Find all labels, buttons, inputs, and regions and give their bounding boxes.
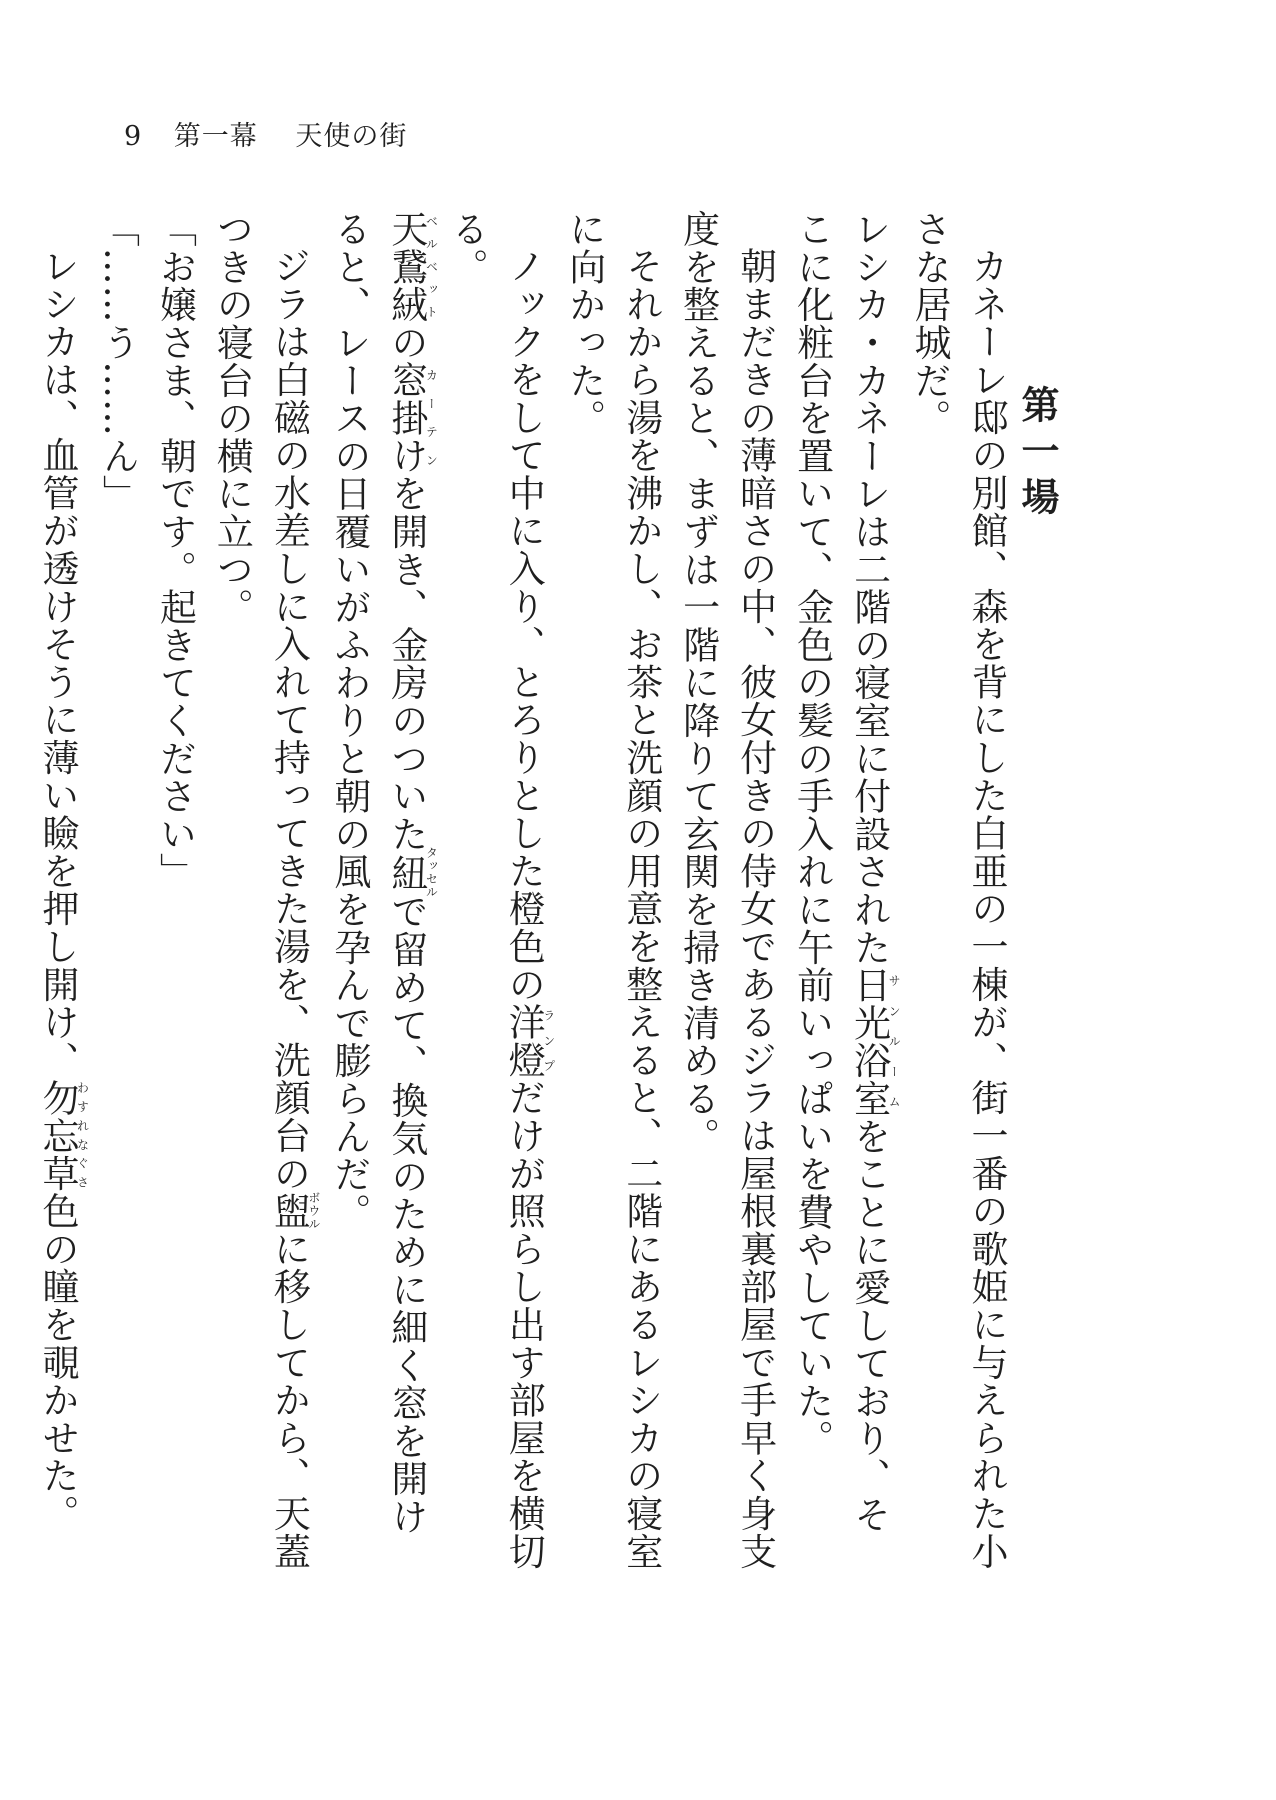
- ruby-word: [36, 1078, 90, 1193]
- text-run: ノックをして中に入り、とろりとした橙色の: [502, 247, 546, 1003]
- ruby-reading: カーテン: [424, 361, 439, 475]
- chapter-title: 天使の街: [295, 121, 408, 152]
- ruby-word: [384, 846, 439, 899]
- text-run: をことに愛しており、そこに化粧台を置いて、金色の髪の手入れに午前いっぱいを費やしていた。: [790, 210, 891, 1534]
- text-run: 「お嬢さま、朝です。起きてください」: [153, 210, 197, 891]
- text-run: レシカ・カネーレは二階の寝室に付設された: [847, 210, 891, 966]
- ruby-word: [267, 1191, 321, 1231]
- ruby-base: 窓掛け: [384, 361, 428, 475]
- ruby-reading: ボウル: [306, 1191, 321, 1231]
- text-run: だけが照らし出す部屋を横切る。: [445, 210, 546, 1571]
- text-run: ジラは白磁の水差しに入れて持ってきた湯を、洗顔台の: [267, 247, 311, 1192]
- ruby-reading: サンルーム: [887, 966, 902, 1118]
- paragraph: [202, 210, 319, 1570]
- paragraph: [900, 210, 1014, 1570]
- paragraph: [437, 210, 554, 1570]
- ruby-base: 日光浴室: [847, 966, 891, 1118]
- ruby-reading: ランプ: [541, 1003, 556, 1079]
- text-run: 「……う……ん」: [96, 210, 140, 513]
- ruby-word: [384, 210, 439, 324]
- ruby-word: [384, 361, 439, 475]
- ruby-word: [502, 1003, 556, 1079]
- page-number: 9: [124, 121, 143, 152]
- body-text: [36, 210, 1014, 1571]
- text-run: レシカは、血管が透けそうに薄い瞼を押し開け、: [36, 247, 79, 1079]
- text-run: で留めて、換気のために細く窓を開けると、レースの日覆いがふわりと朝の風を孕んで膨らんだ。: [327, 210, 428, 1536]
- paragraph: [783, 210, 900, 1570]
- ruby-base: 紐: [384, 846, 428, 899]
- text-run: の: [384, 323, 428, 362]
- paragraph: [669, 210, 783, 1570]
- text-run: それから湯を沸かし、お茶と洗顔の用意を整えると、二階にあるレシカの寝室に向かった。: [562, 210, 663, 1570]
- text-run: 色の瞳を覗かせた。: [36, 1192, 79, 1533]
- scene-title: 第一場: [1015, 385, 1060, 523]
- paragraph: [89, 210, 146, 1570]
- ruby-reading: わすれなぐさ: [75, 1078, 90, 1192]
- ruby-base: 天鵞絨: [384, 210, 428, 324]
- paragraph: [320, 210, 437, 1570]
- ruby-word: [847, 966, 902, 1118]
- chapter-label: 第一幕: [173, 121, 258, 152]
- paragraph: [145, 210, 202, 1570]
- text-run: 朝まだきの薄暗さの中、彼女付きの侍女であるジラは屋根裏部屋で手早く身支度を整えると、まずは一階に降りて玄関を掃き清める。: [676, 210, 777, 1570]
- paragraph: [555, 210, 669, 1570]
- ruby-reading: タッセル: [424, 846, 439, 899]
- paragraph: [28, 210, 88, 1570]
- ruby-base: 勿忘草: [36, 1078, 79, 1193]
- ruby-reading: ベルベット: [424, 210, 439, 324]
- running-header: [124, 114, 407, 153]
- text-run: カネーレ邸の別館、森を背にした白亜の一棟が、街一番の歌姫に与えられた小さな居城だ。: [908, 210, 1008, 1570]
- text-run: に移してから、天蓋つきの寝台の横に立つ。: [210, 210, 311, 1571]
- ruby-base: 洋燈: [502, 1003, 546, 1079]
- text-run: を開き、金房のついた: [384, 474, 428, 853]
- ruby-base: 盥: [267, 1191, 311, 1231]
